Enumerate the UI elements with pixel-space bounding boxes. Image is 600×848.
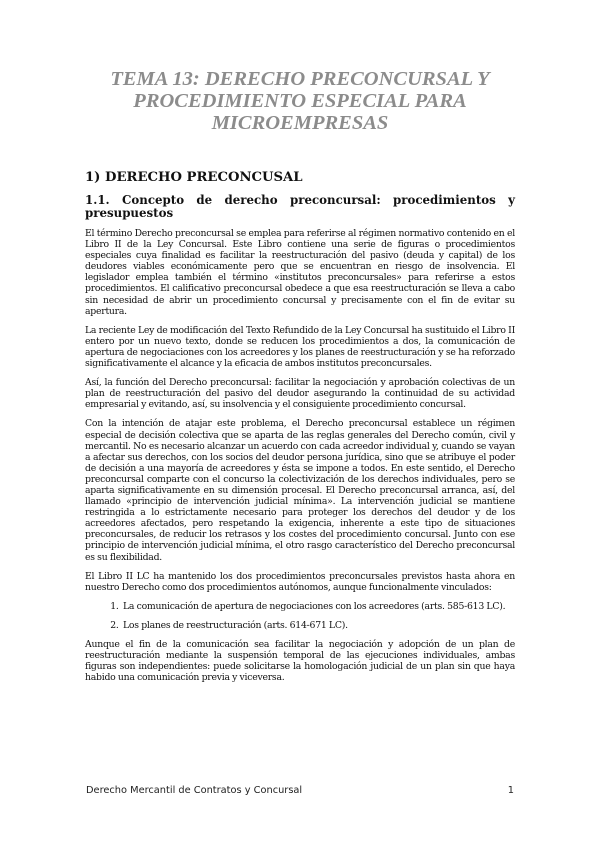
paragraph: El término Derecho preconcursal se emplea para referirse al régimen normativo contenido en el Libro II de la Ley Concursal. Este Libro contiene una serie de figuras o procedimientos especiales cuya finalidad es facilitar la reestructuración del pasivo (deuda y capital) de los deudores viables económicamente pero que se encuentran en riesgo de insolvencia. El legislador emplea también el término «institutos preconcursales» para referirse a estos procedimientos. El calificativo preconcursal obedece a que esa reestructuración se lleva a cabo sin necesidad de abrir un procedimiento concursal y precisamente con el fin de evitar su apertura. — [85, 228, 515, 317]
document-title: TEMA 13: DERECHO PRECONCURSAL Y PROCEDIMIENTO ESPECIAL PARA MICROEMPRESAS — [110, 68, 490, 134]
list-item: 1. La comunicación de apertura de negociaciones con los acreedores (arts. 585-613 LC). — [121, 601, 515, 612]
paragraph: El Libro II LC ha mantenido los dos procedimientos preconcursales previstos hasta ahora en nuestro Derecho como dos procedimientos autónomos, aunque funcionalmente vinculados: — [85, 570, 515, 593]
subsection-heading: 1.1. Concepto de derecho preconcursal: procedimientos y presupuestos — [85, 193, 515, 220]
section-heading: 1) DERECHO PRECONCUSAL — [85, 170, 303, 185]
document-body — [85, 170, 515, 691]
paragraph: Con la intención de atajar este problema, el Derecho preconcursal establece un régimen especial de decisión colectiva que se aparta de las reglas generales del Derecho común, civil y mercantil. No es necesario alcanzar un acuerdo con cada acreedor individual y, cuando se vayan a afectar sus derechos, con los socios del deudor persona jurídica, sino que se atribuye el poder de decisión a una mayoría de acreedores y ésta se impone a todos. En este sentido, el Derecho preconcursal comparte con el concurso la colectivización de los derechos individuales, pero se aparta significativamente en su dimensión procesal. El Derecho preconcursal arranca, así, del llamado «principio de intervención judicial mínima». La intervención judicial se mantiene restringida a lo estrictamente necesario para proteger los derechos del deudor y de los acreedores afectados, pero respetando la exigencia, inherente a este tipo de situaciones preconcursales, de reducir los retrasos y los costes del procedimiento concursal. Junto con ese principio de intervención judicial mínima, el otro rasgo característico del Derecho preconcursal es su flexibilidad. — [85, 418, 515, 563]
numbered-list — [85, 601, 515, 631]
paragraph: La reciente Ley de modificación del Texto Refundido de la Ley Concursal ha sustituido el Libro II entero por un nuevo texto, donde se reducen los procedimientos a dos, la comunicación de apertura de negociaciones con los acreedores y los planes de reestructuración y se ha reforzado significativamente el alcance y la eficacia de ambos institutos preconcursales. — [85, 324, 515, 370]
page-footer — [86, 785, 516, 796]
closing-paragraph: Aunque el fin de la comunicación sea facilitar la negociación y adopción de un plan de reestructuración mediante la suspensión temporal de las ejecuciones individuales, ambas figuras son independientes: puede solicitarse la homologación judicial de un plan sin que haya habido una comunicación previa y viceversa. — [85, 639, 515, 684]
list-item: 2. Los planes de reestructuración (arts. 614-671 LC). — [121, 620, 515, 631]
paragraph: Así, la función del Derecho preconcursal: facilitar la negociación y aprobación colectivas de un plan de reestructuración del pasivo del deudor asegurando la continuidad de su actividad empresarial y evitando, así, su insolvencia y el consiguiente procedimiento concursal. — [85, 377, 515, 411]
page-number: 1 — [507, 785, 514, 796]
footer-course-name: Derecho Mercantil de Contratos y Concursal — [86, 785, 303, 796]
